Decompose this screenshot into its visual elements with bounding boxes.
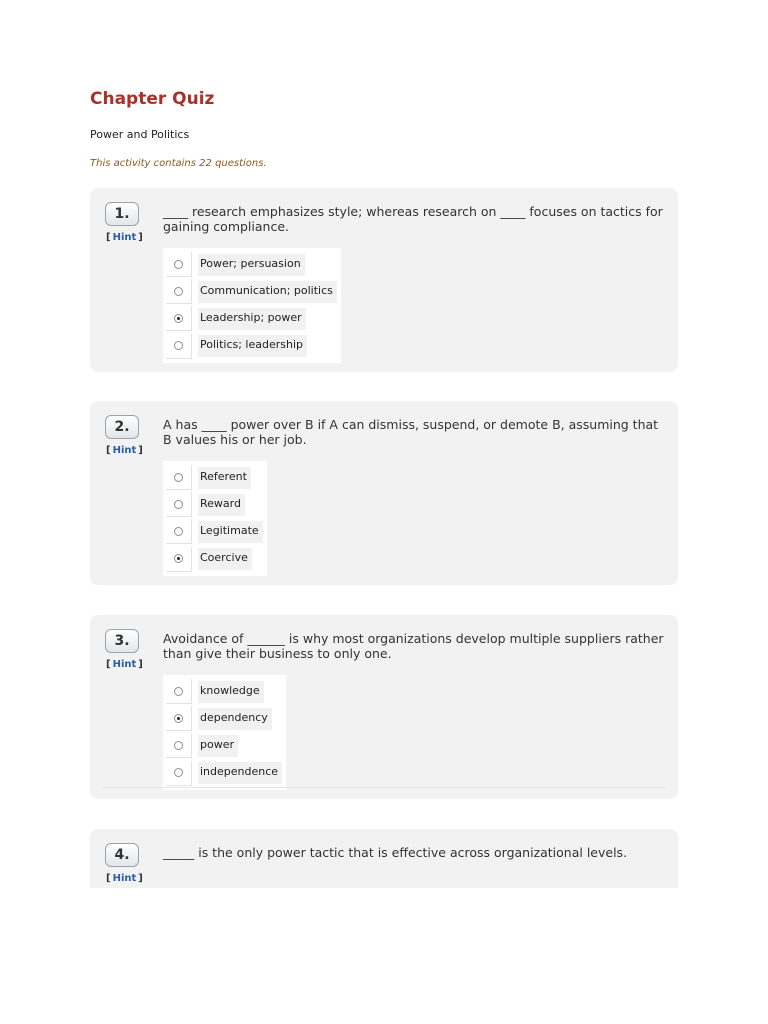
radio-button[interactable] xyxy=(174,500,183,509)
choice-label: Reward xyxy=(198,494,245,516)
choice[interactable] xyxy=(166,464,263,491)
quiz-subtitle: Power and Politics xyxy=(90,128,190,141)
choice-label: Communication; politics xyxy=(198,281,337,303)
choice-label: power xyxy=(198,735,238,757)
choice-label: Coercive xyxy=(198,548,252,570)
radio-button-selected[interactable] xyxy=(174,714,183,723)
radio-button-selected[interactable] xyxy=(174,314,183,323)
question-text: A has ____ power over B if A can dismiss, suspend, or demote B, assuming that B values his or her job. xyxy=(163,417,659,447)
answer-choices xyxy=(163,675,286,790)
question-number: 4. xyxy=(105,843,139,867)
choice[interactable] xyxy=(166,705,282,732)
choice[interactable] xyxy=(166,491,263,518)
choice[interactable] xyxy=(166,732,282,759)
radio-button[interactable] xyxy=(174,341,183,350)
choice[interactable] xyxy=(166,546,263,573)
question-number: 3. xyxy=(105,629,139,653)
radio-button[interactable] xyxy=(174,527,183,536)
choice[interactable] xyxy=(166,305,337,332)
choice-label: Power; persuasion xyxy=(198,254,305,276)
page-title: Chapter Quiz xyxy=(90,89,215,109)
question-number: 1. xyxy=(105,202,139,226)
choice[interactable] xyxy=(166,251,337,278)
radio-button[interactable] xyxy=(174,260,183,269)
answer-choices xyxy=(163,461,267,576)
choice-label: dependency xyxy=(198,708,272,730)
choice-label: Leadership; power xyxy=(198,308,306,330)
question-4 xyxy=(90,829,678,888)
divider xyxy=(103,787,665,788)
hint-link[interactable]: [ Hint ] xyxy=(106,659,143,670)
answer-choices xyxy=(163,248,341,363)
choice-label: Legitimate xyxy=(198,521,263,543)
radio-button[interactable] xyxy=(174,768,183,777)
radio-button-selected[interactable] xyxy=(174,554,183,563)
choice[interactable] xyxy=(166,760,282,787)
choice[interactable] xyxy=(166,333,337,360)
choice-label: Politics; leadership xyxy=(198,335,307,357)
question-number: 2. xyxy=(105,415,139,439)
choice-label: knowledge xyxy=(198,681,264,703)
radio-button[interactable] xyxy=(174,687,183,696)
choice[interactable] xyxy=(166,518,263,545)
hint-link[interactable]: [ Hint ] xyxy=(106,873,143,884)
choice-label: Referent xyxy=(198,467,251,489)
choice-label: independence xyxy=(198,762,282,784)
hint-link[interactable]: [ Hint ] xyxy=(106,445,143,456)
question-text: _____ is the only power tactic that is effective across organizational levels. xyxy=(163,845,628,860)
hint-link[interactable]: [ Hint ] xyxy=(106,232,143,243)
question-1 xyxy=(90,188,678,372)
radio-button[interactable] xyxy=(174,741,183,750)
radio-button[interactable] xyxy=(174,287,183,296)
question-text: ____ research emphasizes style; whereas research on ____ focuses on tactics for gaining compliance. xyxy=(163,204,663,234)
question-text: Avoidance of ______ is why most organizations develop multiple suppliers rather than give their business to only one. xyxy=(163,631,664,661)
radio-button[interactable] xyxy=(174,473,183,482)
choice[interactable] xyxy=(166,678,282,705)
choice[interactable] xyxy=(166,278,337,305)
activity-note: This activity contains 22 questions. xyxy=(90,158,267,169)
question-2 xyxy=(90,401,678,585)
question-3 xyxy=(90,615,678,799)
